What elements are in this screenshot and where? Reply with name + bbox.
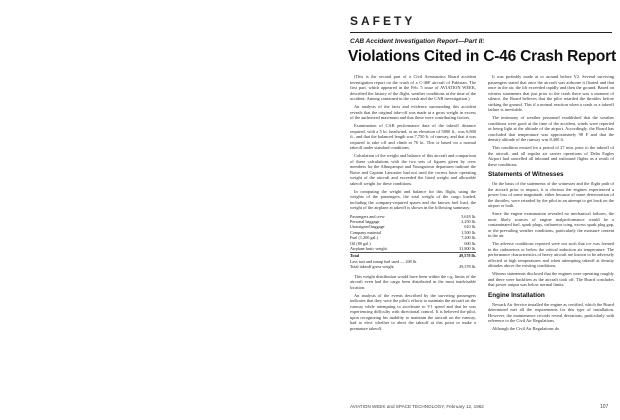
article-paragraph: On the basis of the statements of the witnesses and the flight path of the aircraft prior to impact, it is obvious the engines experienced a power loss of some magnitude, either because of some deterioration of the throttles, were retarded by the pilot in an attempt to get back on the airport or both. bbox=[488, 181, 614, 208]
article-paragraph: The testimony of weather personnel established that the weather conditions were good at the time of the accident, winds were reported as being light at the altitude of the airport. Accordingly, the Board has concluded that temperature was approximately 98 F and that the density altitude of the runway was 8,400 ft. bbox=[488, 115, 614, 142]
magazine-footer: AVIATION WEEK and SPACE TECHNOLOGY, February 12, 1962 bbox=[350, 404, 484, 409]
article-paragraph: It was probably made at or around before V2. Several surviving passengers stated that once the aircraft was airborne it floated and that once in the air, the lift exceeded rapidly and then the ground. Based on witness statements that just prior to the crash there was a moment of silence, the Board believes that the pilot retarded the throttles before striking the ground. This if a normal reaction when a crash or a takeoff failure is inevitable. bbox=[488, 74, 614, 112]
article-paragraph: Newark Air Service installed the engine as certified, which the Board determined met all the requirements for this type of installation. However, the maintenance records reveal deviations, particularly with reference to the Civil Air Regulations. bbox=[488, 301, 614, 323]
table-row: Company material 1,500 lb. bbox=[350, 229, 476, 235]
table-total-row: Total 49,578 lb. bbox=[350, 253, 476, 259]
table-row: Airplane basic weight 31,800 lb. bbox=[350, 245, 476, 251]
article-paragraph: Examination of CAB performance data of the takeoff distance required, with a 5 kt. headwind, at an elevation of 5800 ft., was 6,800 ft., and that the balanced length was 7,750 ft. of runway, and that it was required to take off and climb at 76 kt. This is based on a normal takeoff under standard conditions. bbox=[350, 123, 476, 150]
article-paragraph: This weight distribution would have been within the c.g. limits of the aircraft even had the cargo been distributed in the most inadvisable location. bbox=[350, 273, 476, 290]
article-paragraph: In computing the weight and balance for this flight, using the weights of the passengers, the total weight of the cargo loaded, including the company-required spares and the known fuel load, the weight of the airplane at takeoff is shown in the following summary: bbox=[350, 188, 476, 210]
table-row: Passengers and crew 5,618 lb. bbox=[350, 213, 476, 219]
article-paragraph: Although the Civil Air Regulations do bbox=[492, 326, 560, 331]
section-title: SAFETY bbox=[350, 14, 612, 33]
table-row: Fuel (1,200 gal.) 7,200 lb. bbox=[350, 235, 476, 241]
table-row: Unassigned baggage 610 lb. bbox=[350, 224, 476, 230]
table-final-row: Total takeoff gross weight 49,378 lb. bbox=[350, 264, 476, 270]
series-title: CAB Accident Investigation Report—Part II: bbox=[350, 38, 485, 45]
article-subheading: Statements of Witnesses bbox=[488, 171, 564, 178]
article-columns bbox=[350, 74, 614, 398]
article-paragraph: An analysis of the events described by the surviving passengers indicates that they were the pilot's efforts to maintain the aircraft on the runway while attempting to accelerate to V1 speed and that he was experiencing difficulty with directional control. It is believed the pilot, upon recognizing his inability to maintain the aircraft on the runway, had to elect whether to abort the takeoff at this point or make a premature takeoff. bbox=[350, 292, 476, 331]
page-number-right: 107 bbox=[600, 404, 609, 410]
article-paragraph: Calculation of the weight and balance of this aircraft and comparison of these calculations with the two sets of figures given by crew members for the Albuquerque and Youngstown departures indicate the Boise and Captain Lancaster had not used the correct basic operating weight of the aircraft and exceeded the listed weight and allowable takeoff weight for these conditions. bbox=[350, 153, 476, 186]
table-row: Oil (80 gal.) 600 lb. bbox=[350, 240, 476, 246]
article-paragraph: The adverse conditions reported were not such that ice was formed in the carburetors or below the critical induction air temperature. The performance characteristics of heavy aircraft are known to be adversely affected at high temperatures and when attempting takeoff at density altitudes above the existing conditions. bbox=[488, 241, 614, 268]
weight-table bbox=[350, 214, 476, 270]
article-paragraph: Witness statements disclosed that the engines were operating roughly and there were backfires as the aircraft took off. The Board concludes that power output was below normal limits. bbox=[488, 271, 614, 287]
table-note-row: Less taxi and runup fuel used — 200 lb. bbox=[350, 258, 418, 264]
article-subheading: Engine Installation bbox=[488, 291, 545, 299]
article-column-2 bbox=[488, 74, 614, 398]
article-column-1 bbox=[350, 74, 476, 398]
article-paragraph: Since the engine examination revealed no mechanical failures, the most likely sources of engine malperformance would be a contaminated fuel, spark plugs, carburetor icing, excess spark plug gap, or the prevailing weather conditions, particularly the moisture content in the air. bbox=[488, 211, 614, 238]
article-paragraph: This condition existed for a period of 27 min. prior to the takeoff of the aircraft, and all regular air carrier operations of Delta Eagles Airport had cancelled all inbound and outbound flights as a result of these conditions. bbox=[488, 145, 614, 167]
article-paragraph: An analysis of the facts and evidence surrounding this accident reveals that the original take-off was made at a gross weight in excess of the authorized maximum and that these were contributing factors. bbox=[350, 104, 476, 120]
article-headline: Violations Cited in C-46 Crash Report bbox=[348, 48, 616, 65]
article-paragraph: (This is the second part of a Civil Aeronautics Board accident investigation report on the crash of a C-46F aircraft of Pakistan. The first part, which appeared in the Feb. 5 issue of AVIATION WEEK, described the history of the flight, weather conditions at the time of the accident. Among contained in the crash and the CAB investigation.) bbox=[350, 74, 476, 101]
table-row: Personal baggage 2,250 lb. bbox=[350, 218, 476, 224]
